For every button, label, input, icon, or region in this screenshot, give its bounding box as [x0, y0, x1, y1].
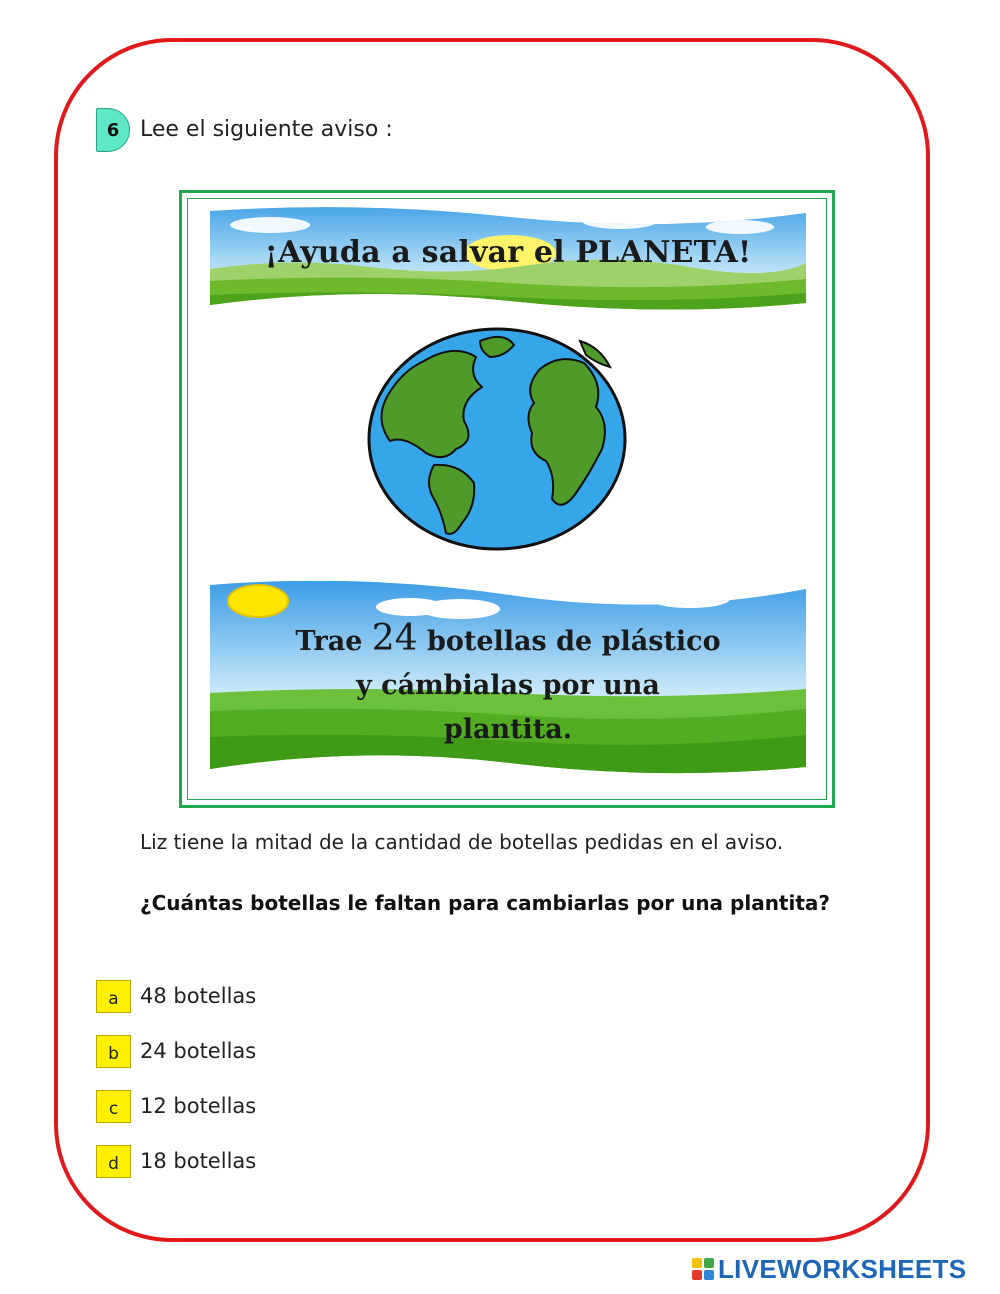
question-prompt: ¿Cuántas botellas le faltan para cambiarlas por una plantita? [140, 891, 830, 915]
option-d-letter[interactable]: d [96, 1145, 131, 1178]
logo-tiles-icon [692, 1258, 714, 1280]
option-a[interactable] [96, 978, 256, 1014]
logo-tile [704, 1270, 714, 1280]
option-d[interactable] [96, 1143, 256, 1179]
logo-tile [692, 1258, 702, 1268]
option-b-text: 24 botellas [140, 1039, 257, 1063]
logo-tile [692, 1270, 702, 1280]
option-a-letter[interactable]: a [96, 980, 131, 1013]
instruction-text: Lee el siguiente aviso : [140, 117, 393, 142]
poster-title: ¡Ayuda a salvar el PLANETA! [264, 235, 752, 270]
option-b[interactable] [96, 1033, 256, 1069]
option-b-letter[interactable]: b [96, 1035, 131, 1068]
poster-message [210, 617, 806, 752]
poster-line-3: plantita. [443, 714, 573, 745]
poster-line-2: y cámbialas por una [356, 670, 660, 701]
option-c[interactable] [96, 1088, 256, 1124]
option-c-text: 12 botellas [140, 1094, 257, 1118]
problem-statement: Liz tiene la mitad de la cantidad de botellas pedidas en el aviso. [140, 830, 784, 854]
option-c-letter[interactable]: c [96, 1090, 131, 1123]
logo-tile [704, 1258, 714, 1268]
brand-name: LIVEWORKSHEETS [718, 1253, 967, 1284]
poster-image [179, 190, 835, 808]
liveworksheets-logo [692, 1254, 966, 1284]
earth-globe-icon [364, 323, 630, 555]
option-d-text: 18 botellas [140, 1149, 257, 1173]
poster-line-1: Trae 24 botellas de plástico [295, 618, 721, 659]
option-a-text: 48 botellas [140, 984, 257, 1008]
question-number: 6 [106, 119, 120, 141]
bottle-count: 24 [371, 618, 418, 659]
